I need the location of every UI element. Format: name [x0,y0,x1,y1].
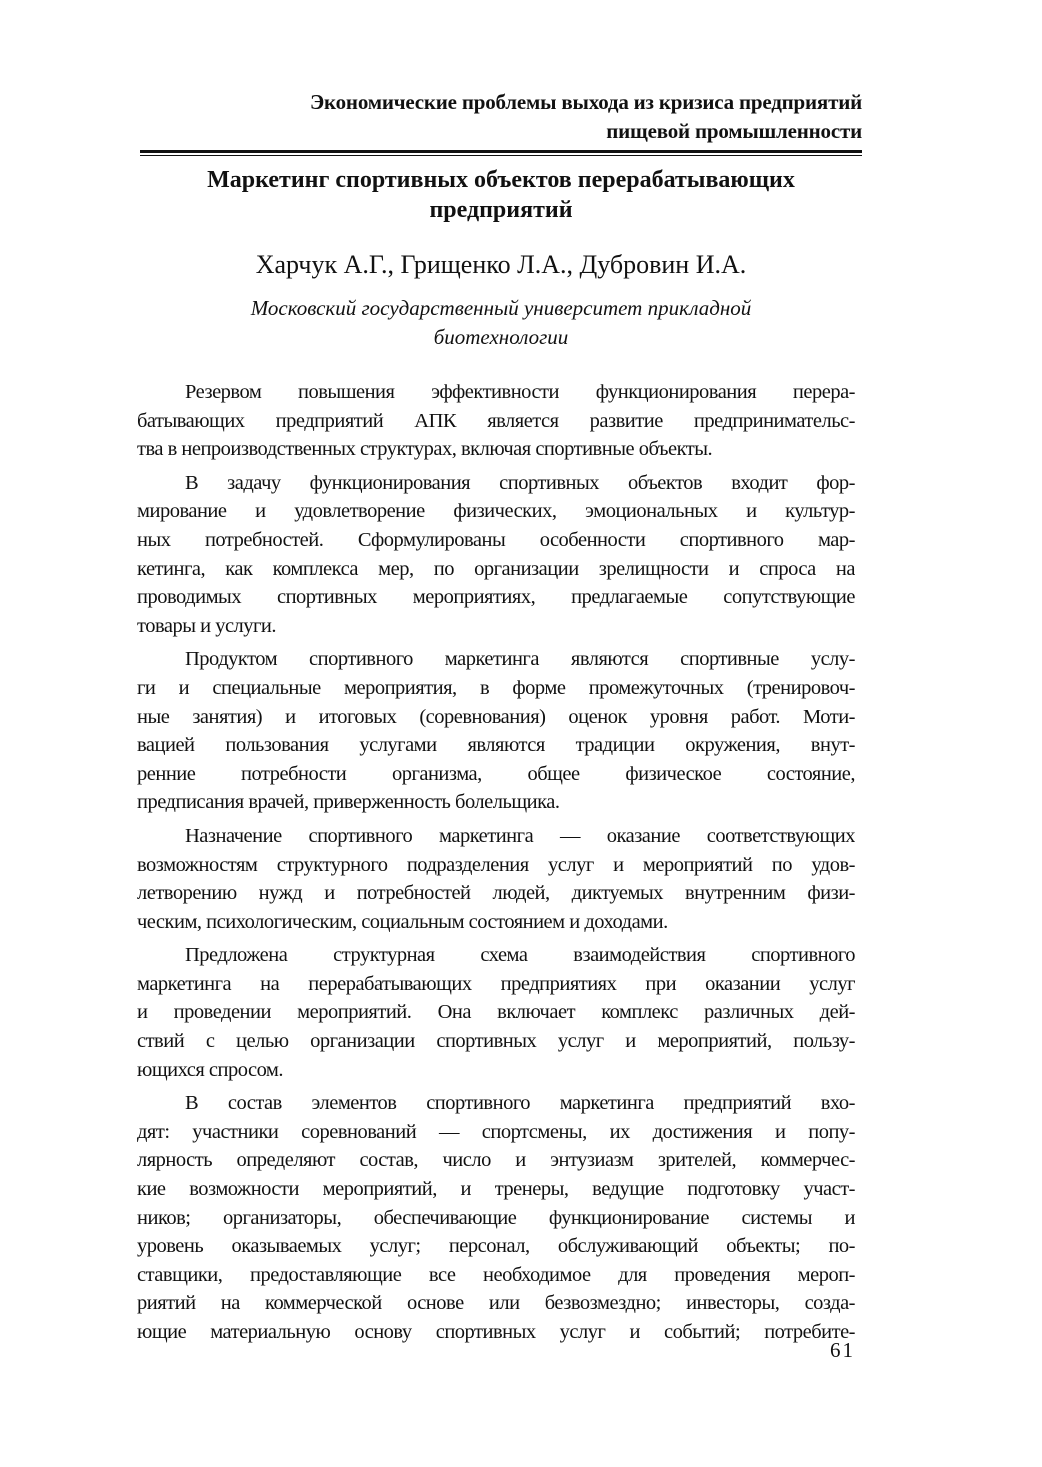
text-line: ренние потребности организма, общее физическое состояние, [137,762,855,785]
text-line: тва в непроизводственных структурах, включая спортивные объекты. [137,438,713,461]
text-line: вацией пользования услугами являются традиции окружения, внут- [137,734,855,757]
paragraph [137,469,855,641]
text-line: Назначение спортивного маркетинга — оказание соответствующих [185,824,855,847]
text-line: лярность определяют состав, число и энтузиазм зрителей, коммерчес- [137,1149,855,1172]
paragraph [137,1089,855,1346]
text-line: кетинга, как комплекса мер, по организации зрелищности и спроса на [137,557,855,580]
title-line: предприятий [429,197,573,223]
running-header-line: пищевой промышленности [606,119,862,143]
paragraph [137,645,855,817]
text-line: ствий с целью организации спортивных услуг и мероприятий, пользу- [137,1030,855,1053]
text-line: ных потребностей. Сформулированы особенности спортивного мар- [137,528,855,551]
article-title [140,165,862,225]
text-line: летворению нужд и потребностей людей, диктуемых внутренним физи- [137,882,855,905]
running-header [140,88,862,146]
header-rule-thin [140,155,862,156]
running-header-line: Экономические проблемы выхода из кризиса предприятий [309,90,862,114]
text-line: ставщики, предоставляющие все необходимое для проведения мероп- [137,1263,855,1286]
article-authors: Харчук А.Г., Грищенко Л.А., Дубровин И.А. [255,250,747,279]
text-line: В состав элементов спортивного маркетинга предприятий вхо- [185,1092,855,1115]
text-line: товары и услуги. [137,614,277,637]
text-line: предписания врачей, приверженность болельщика. [137,791,560,814]
page-number: 61 [830,1338,855,1362]
text-line: мирование и удовлетворение физических, эмоциональных и культур- [137,500,855,523]
text-line: ников; организаторы, обеспечивающие функционирование системы и [137,1206,855,1229]
text-line: В задачу функционирования спортивных объектов входит фор- [185,471,855,494]
text-line: Резервом повышения эффективности функционирования перера- [185,381,855,403]
text-line: возможностям структурного подразделения услуг и мероприятий по удов- [137,853,855,876]
paragraph [137,378,855,464]
affiliation-line: Московский государственный университет прикладной [250,296,752,320]
text-line: Предложена структурная схема взаимодействия спортивного [185,944,855,967]
text-line: ющие материальную основу спортивных услуг и событий; потребите- [137,1321,855,1343]
text-line: и проведении мероприятий. Она включает комплекс различных дей- [137,1001,855,1024]
text-line: проводимых спортивных мероприятиях, предлагаемые сопутствующие [137,586,855,609]
header-rule-thick [140,150,862,153]
text-line: батывающих предприятий АПК является развитие предпринимательс- [137,409,855,432]
article-affiliation [140,294,862,352]
text-line: ющихся спросом. [137,1058,284,1081]
affiliation-line: биотехнологии [433,325,569,349]
paragraph [137,822,855,936]
paragraph [137,941,855,1084]
article-body [137,378,855,1352]
text-line: ги и специальные мероприятия, в форме промежуточных (тренировоч- [137,676,855,699]
text-line: дят: участники соревнований — спортсмены, их достижения и попу- [137,1120,855,1143]
text-line: уровень оказываемых услуг; персонал, обслуживающий объекты; по- [137,1235,855,1258]
text-line: маркетинга на перерабатывающих предприятиях при оказании услуг [137,972,855,995]
text-line: ные занятия) и итоговых (соревнования) оценок уровня работ. Моти- [137,705,855,728]
text-line: Продуктом спортивного маркетинга являются спортивные услу- [185,648,855,671]
text-line: кие возможности мероприятий, и тренеры, ведущие подготовку участ- [137,1178,855,1201]
title-line: Маркетинг спортивных объектов перерабатывающих [207,167,795,193]
text-line: ческим, психологическим, социальным состоянием и доходами. [137,910,668,933]
text-line: риятий на коммерческой основе или безвозмездно; инвесторы, созда- [137,1292,855,1315]
